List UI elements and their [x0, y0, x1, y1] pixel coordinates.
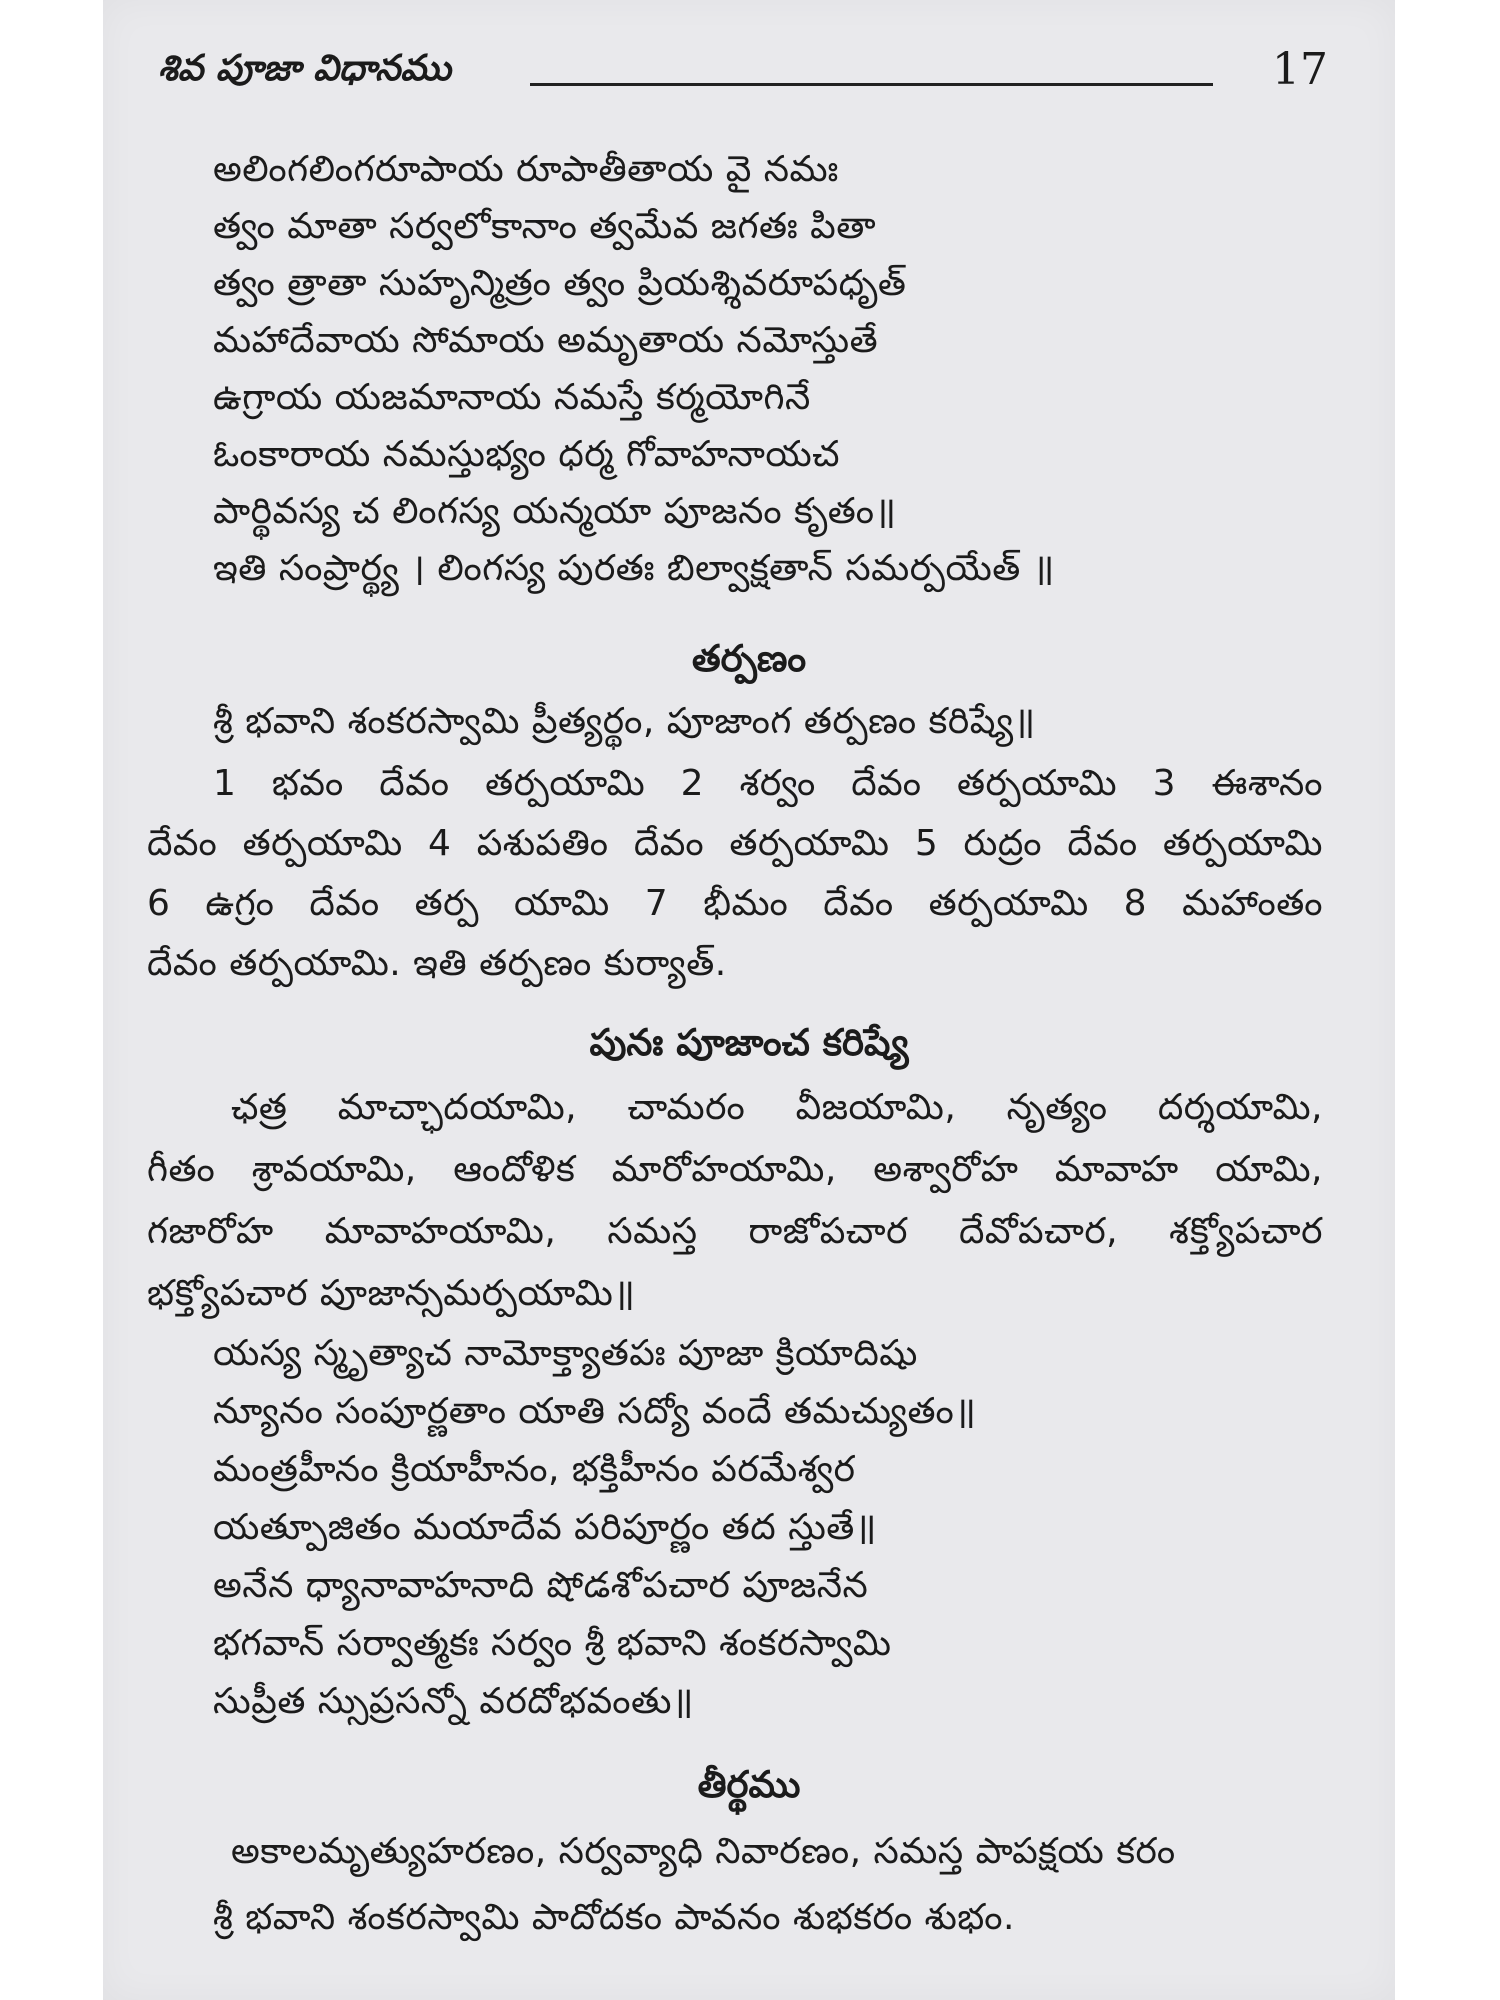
tarpanam-line: దేవం తర్పయామి. ఇతి తర్పణం కుర్యాత్.	[147, 943, 727, 984]
verse-line: అలింగలింగరూపాయ రూపాతీతాయ వై నమః	[213, 149, 839, 190]
verse-line: త్వం మాతా సర్వలోకానాం త్వమేవ జగతః పితా	[213, 206, 877, 247]
tarpanam-line: 6 ఉగ్రం దేవం తర్ప యామి 7 భీమం దేవం తర్పయామి 8 మహాంతం	[147, 883, 1323, 924]
page-number: 17	[1272, 44, 1328, 95]
book-page	[103, 0, 1395, 2000]
section-heading-punah-pooja: పునః పూజాంచ కరిష్యే	[589, 1021, 909, 1064]
running-title: శివ పూజా విధానము	[158, 48, 451, 89]
punah-pooja-verse: యస్య స్మృత్యాచ నామోక్త్యాతపః పూజా క్రియాదిషు	[213, 1333, 918, 1374]
punah-pooja-verse: న్యూనం సంపూర్ణతాం యాతి సద్యో వందే తమచ్యుతం॥	[213, 1391, 977, 1432]
punah-pooja-verse: భగవాన్ సర్వాత్మకః సర్వం శ్రీ భవాని శంకరస్వామి	[213, 1623, 892, 1664]
punah-pooja-verse: అనేన ధ్యానావాహనాది షోడశోపచార పూజనేన	[213, 1565, 869, 1606]
verse-line: మహాదేవాయ సోమాయ అమృతాయ నమోస్తుతే	[213, 320, 879, 361]
verse-line: త్వం త్రాతా సుహృన్మిత్రం త్వం ప్రియశ్శివరూపధృత్	[213, 263, 907, 304]
tarpanam-line: శ్రీ భవాని శంకరస్వామి ప్రీత్యర్థం, పూజాంగ తర్పణం కరిష్యే॥	[213, 701, 1036, 742]
theertham-line: శ్రీ భవాని శంకరస్వామి పాదోదకం పావనం శుభకరం శుభం.	[213, 1897, 1016, 1938]
verse-line: ఇతి సంప్రార్థ్య । లింగస్య పురతః బిల్వాక్షతాన్ సమర్పయేత్ ॥	[213, 548, 1055, 589]
section-heading-theertham: తీర్థము	[697, 1763, 801, 1806]
punah-pooja-verse: మంత్రహీనం క్రియాహీనం, భక్తిహీనం పరమేశ్వర	[213, 1449, 856, 1490]
punah-pooja-line: గజారోహ మావాహయామి, సమస్త రాజోపచార దేవోపచార, శక్త్యోపచార	[147, 1211, 1323, 1252]
punah-pooja-line: భక్త్యోపచార పూజాన్సమర్పయామి॥	[147, 1273, 636, 1314]
tarpanam-line: దేవం తర్పయామి 4 పశుపతిం దేవం తర్పయామి 5 రుద్రం దేవం తర్పయామి	[147, 823, 1323, 864]
punah-pooja-verse: యత్పూజితం మయాదేవ పరిపూర్ణం తద స్తుతే॥	[213, 1507, 877, 1548]
punah-pooja-line: గీతం శ్రావయామి, ఆందోళిక మారోహయామి, అశ్వారోహ మావాహ యామి,	[147, 1149, 1323, 1190]
verse-line: ఓంకారాయ నమస్తుభ్యం ధర్మ గోవాహనాయచ	[213, 434, 841, 475]
tarpanam-line: 1 భవం దేవం తర్పయామి 2 శర్వం దేవం తర్పయామి 3 ఈశానం	[213, 763, 1323, 804]
page-header	[158, 44, 1328, 108]
verse-line: ఉగ్రాయ యజమానాయ నమస్తే కర్మయోగినే	[213, 377, 811, 418]
section-heading-tarpanam: తర్పణం	[691, 637, 807, 680]
punah-pooja-line: ఛత్ర మాచ్ఛాదయామి, చామరం వీజయామి, నృత్యం దర్శయామి,	[231, 1087, 1323, 1128]
header-rule	[530, 83, 1213, 86]
punah-pooja-verse: సుప్రీత స్సుప్రసన్నో వరదోభవంతు॥	[213, 1681, 694, 1722]
verse-line: పార్థివస్య చ లింగస్య యన్మయా పూజనం కృతం॥	[213, 491, 897, 532]
theertham-line: అకాలమృత్యుహరణం, సర్వవ్యాధి నివారణం, సమస్త పాపక్షయ కరం	[231, 1831, 1176, 1872]
